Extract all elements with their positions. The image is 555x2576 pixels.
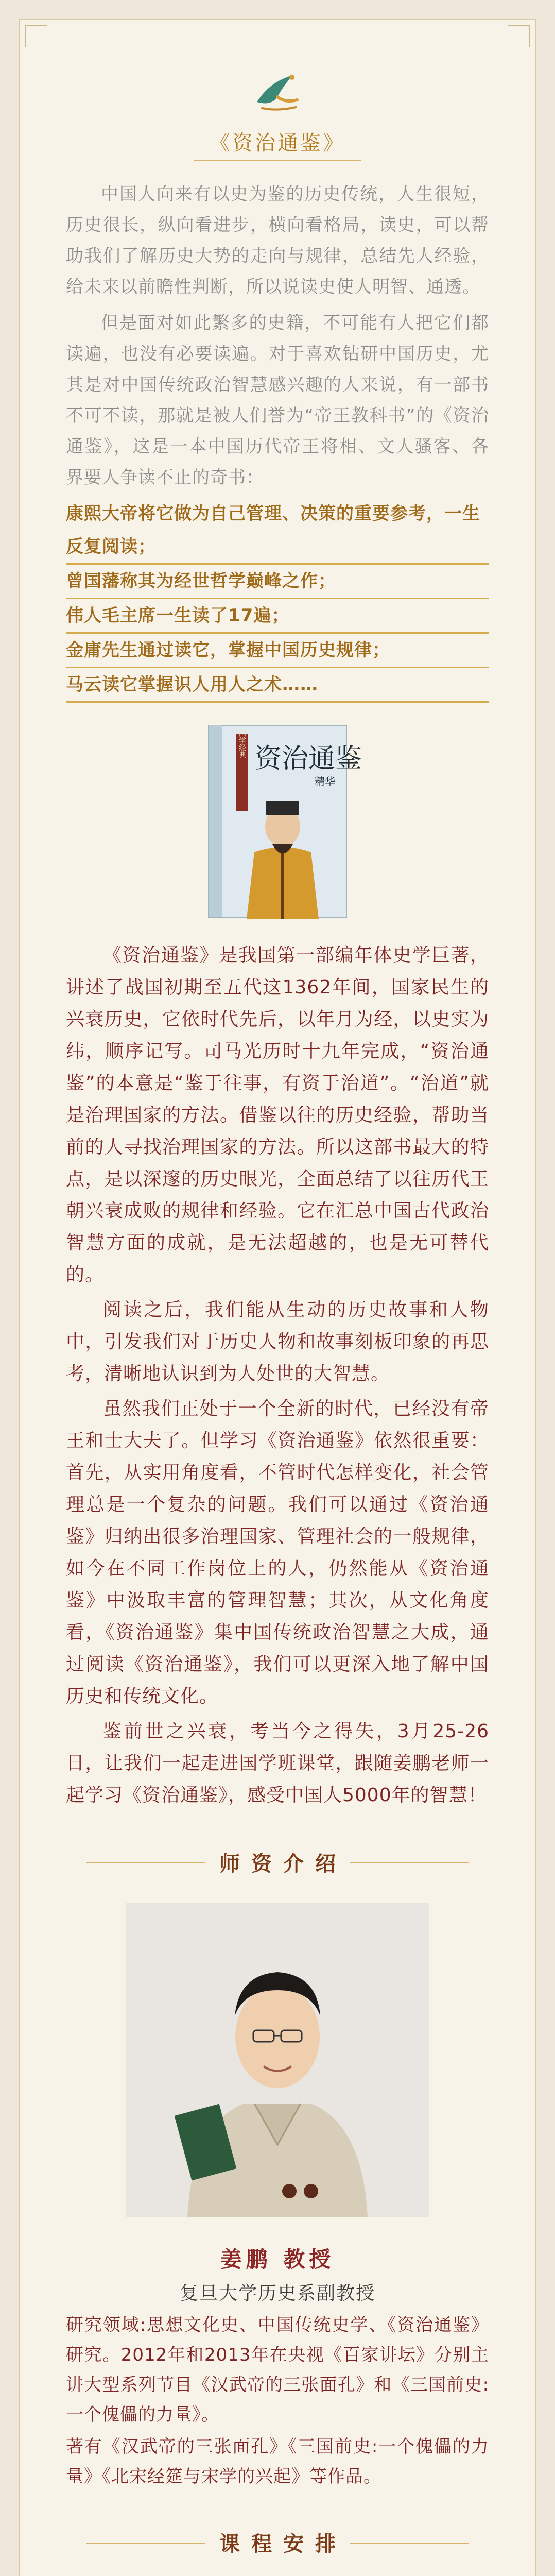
- intro-paragraph: 但是面对如此繁多的史籍，不可能有人把它们都读遍，也没有必要读遍。对于喜欢钻研中国历史，尤其是对中国传统政治智慧感兴趣的人来说，有一部书不可不读，那就是被人们誉为“帝王教科书”的《资治通鉴》，这是一本中国历代帝王将相、文人骚客、各界要人争读不止的奇书：: [66, 313, 489, 488]
- teacher-title: 复旦大学历史系副教授: [179, 2283, 375, 2304]
- body-paragraph: 虽然我们正处于一个全新的时代，已经没有帝王和士大夫了。但学习《资治通鉴》依然很重要：首先，从实用角度看，不管时代怎样变化，社会管理总是一个复杂的问题。我们可以通过《资治通鉴》归纳出很多治理国家、管理社会的一般规律，如今在不同工作岗位上的人，仍然能从《资治通鉴》中汲取丰富的管理智慧；其次，从文化角度看，《资治通鉴》集中国传统政治智慧之大成，通过阅读《资治通鉴》，我们可以更深入地了解中国历史和传统文化。: [66, 1398, 489, 1707]
- article-content: [66, 66, 489, 2576]
- course-section-heading: [66, 2528, 489, 2557]
- book-subtitle-label: 精华: [315, 775, 335, 788]
- section-title: 师资介绍: [219, 1852, 347, 1876]
- quote-item: 马云读它掌握识人用人之术……: [66, 668, 489, 703]
- corner-ornament: [508, 25, 530, 47]
- corner-ornament: [25, 25, 47, 47]
- article-frame: [19, 19, 536, 2576]
- brush-logo-icon: [247, 66, 308, 117]
- book-title-label: 资治通鉴: [254, 743, 362, 774]
- quote-list: [66, 497, 489, 703]
- heading-divider: [86, 2543, 205, 2544]
- quote-item: 伟人毛主席一生读了17遍；: [66, 599, 489, 634]
- intro-paragraph: 中国人向来有以史为鉴的历史传统，人生很短，历史很长，纵向看进步，横向看格局，读史，可以帮助我们了解历史大势的走向与规律，总结先人经验，给未来以前瞻性判断，所以说读史使人明智、通透。: [66, 184, 489, 297]
- body-paragraph: 《资治通鉴》是我国第一部编年体史学巨著，讲述了战国初期至五代这1362年间，国家民生的兴衰历史，它依时代先后，以年月为经，以史实为纬，顺序记写。司马光历时十九年完成，“资治通鉴”的本意是“鉴于往事，有资于治道”。“治道”就是治理国家的方法。借鉴以往的历史经验，帮助当前的人寻找治理国家的方法。所以这部书最大的特点，是以深邃的历史眼光，全面总结了以往历代王朝兴衰成败的规律和经验。它在汇总中国古代政治智慧方面的成就，是无法超越的，也是无可替代的。: [66, 945, 489, 1285]
- teacher-bio: 研究领域:思想文化史、中国传统史学、《资治通鉴》研究。2012年和2013年在央视《百家讲坛》分别主讲大型系列节目《汉武帝的三张面孔》和《三国前史:一个傀儡的力量》。: [66, 2315, 489, 2425]
- body-paragraph: 鉴前世之兴衰，考当今之得失，3月25-26日，让我们一起走进国学班课堂，跟随姜鹏老师一起学习《资治通鉴》，感受中国人5000年的智慧！: [66, 1721, 489, 1806]
- heading-divider: [350, 1862, 469, 1863]
- heading-divider: [350, 2543, 469, 2544]
- teacher-section-heading: [66, 1848, 489, 1877]
- teacher-portrait: [126, 1903, 429, 2217]
- quote-item: 金庸先生通过读它，掌握中国历史规律；: [66, 634, 489, 668]
- book-cover-image: [205, 723, 362, 919]
- page-title: 《资治通鉴》: [194, 123, 361, 161]
- teacher-name: 姜鹏 教授: [220, 2247, 335, 2272]
- title-block: [66, 123, 489, 161]
- teacher-bio: 著有《汉武帝的三张面孔》《三国前史:一个傀儡的力量》《北宋经筵与宋学的兴起》等作品。: [66, 2436, 489, 2487]
- quote-item: 曾国藩称其为经世哲学巅峰之作；: [66, 565, 489, 599]
- body-paragraph: 阅读之后，我们能从生动的历史故事和人物中，引发我们对于历史人物和故事刻板印象的再思考，清晰地认识到为人处世的大智慧。: [66, 1299, 489, 1384]
- section-title: 课程安排: [219, 2532, 347, 2556]
- heading-divider: [86, 1862, 205, 1863]
- quote-item: 康熙大帝将它做为自己管理、决策的重要参考，一生反复阅读；: [66, 497, 489, 565]
- book-series-label: 国学经典: [238, 730, 246, 758]
